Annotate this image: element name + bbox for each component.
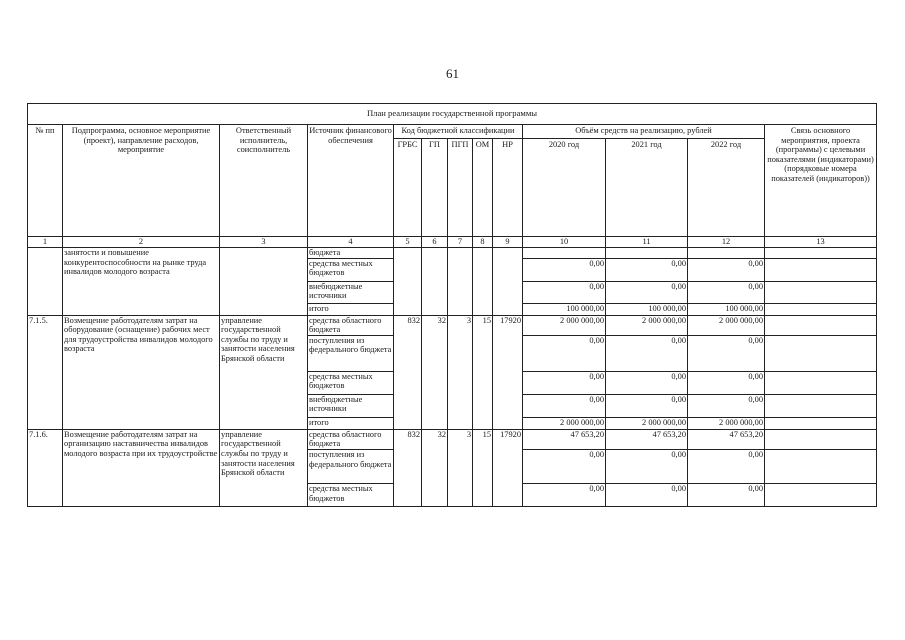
code-np: 17920 xyxy=(493,429,523,506)
table-title-row xyxy=(28,104,877,125)
header-grbs: ГРБС xyxy=(394,139,422,237)
amount-2022: 47 653,20 xyxy=(688,429,765,449)
amount-2020: 0,00 xyxy=(523,483,606,506)
amount-2022: 0,00 xyxy=(688,258,765,281)
code-grbs: 832 xyxy=(394,429,422,506)
funding-source: внебюджетные источники xyxy=(308,281,394,303)
col-number: 8 xyxy=(473,237,493,248)
col-number: 11 xyxy=(606,237,688,248)
amount-2021: 0,00 xyxy=(606,281,688,303)
col-number: 9 xyxy=(493,237,523,248)
header-np: НР xyxy=(493,139,523,237)
col-number: 1 xyxy=(28,237,63,248)
indicator-link-cell xyxy=(765,335,877,371)
indicator-link-cell xyxy=(765,315,877,335)
column-numbers-row xyxy=(28,237,877,248)
amount-2021 xyxy=(606,248,688,259)
amount-2021: 0,00 xyxy=(606,394,688,417)
code-pgp: 3 xyxy=(448,315,473,429)
code-grbs xyxy=(394,248,422,316)
indicator-link-cell xyxy=(765,258,877,281)
funding-source: поступления из федерального бюджета xyxy=(308,449,394,483)
col-number: 12 xyxy=(688,237,765,248)
header-subprogram: Подпрограмма, основное мероприятие (проект), направление расходов, мероприятие xyxy=(63,125,220,237)
code-pgp: 3 xyxy=(448,429,473,506)
amount-2020: 0,00 xyxy=(523,449,606,483)
row-number: 7.1.6. xyxy=(28,429,63,506)
amount-2020: 0,00 xyxy=(523,258,606,281)
amount-2022: 2 000 000,00 xyxy=(688,315,765,335)
indicator-link-cell xyxy=(765,281,877,303)
funding-source: средства местных бюджетов xyxy=(308,483,394,506)
code-om xyxy=(473,248,493,316)
measure-name: занятости и повышение конкурентоспособности на рынке труда инвалидов молодого возраста xyxy=(63,248,220,316)
amount-2021: 47 653,20 xyxy=(606,429,688,449)
funding-source: средства областного бюджета xyxy=(308,315,394,335)
indicator-link-cell xyxy=(765,417,877,429)
funding-source: внебюджетные источники xyxy=(308,394,394,417)
page-number: 61 xyxy=(446,66,459,81)
code-pgp xyxy=(448,248,473,316)
amount-2020: 0,00 xyxy=(523,335,606,371)
amount-2020: 100 000,00 xyxy=(523,303,606,315)
indicator-link-cell xyxy=(765,394,877,417)
amount-2022: 0,00 xyxy=(688,371,765,394)
indicator-link-cell xyxy=(765,429,877,449)
amount-2022 xyxy=(688,248,765,259)
col-number: 3 xyxy=(220,237,308,248)
executor: управление государственной службы по труду и занятости населения Брянской области xyxy=(220,315,308,429)
col-number: 6 xyxy=(422,237,448,248)
funding-source: итого xyxy=(308,303,394,315)
amount-2022: 100 000,00 xyxy=(688,303,765,315)
indicator-link-cell xyxy=(765,371,877,394)
header-gp: ГП xyxy=(422,139,448,237)
header-pgp: ПГП xyxy=(448,139,473,237)
indicator-link-cell xyxy=(765,303,877,315)
table-title: План реализации государственной программы xyxy=(28,104,877,125)
amount-2022: 0,00 xyxy=(688,281,765,303)
amount-2022: 2 000 000,00 xyxy=(688,417,765,429)
executor: управление государственной службы по труду и занятости населения Брянской области xyxy=(220,429,308,506)
col-number: 7 xyxy=(448,237,473,248)
amount-2022: 0,00 xyxy=(688,394,765,417)
header-funds: Объём средств на реализацию, рублей xyxy=(523,125,765,139)
measure-name: Возмещение работодателям затрат на организацию наставничества инвалидов молодого возраста при их трудоустройстве xyxy=(63,429,220,506)
amount-2021: 0,00 xyxy=(606,335,688,371)
table-row xyxy=(28,248,877,259)
amount-2020: 0,00 xyxy=(523,394,606,417)
header-executor: Ответственный исполнитель, соисполнитель xyxy=(220,125,308,237)
row-number: 7.1.5. xyxy=(28,315,63,429)
amount-2022: 0,00 xyxy=(688,483,765,506)
amount-2020 xyxy=(523,248,606,259)
table-row xyxy=(28,429,877,449)
header-2020: 2020 год xyxy=(523,139,606,237)
indicator-link-cell xyxy=(765,449,877,483)
header-om: ОМ xyxy=(473,139,493,237)
funding-source: итого xyxy=(308,417,394,429)
code-np xyxy=(493,248,523,316)
amount-2020: 0,00 xyxy=(523,281,606,303)
amount-2021: 0,00 xyxy=(606,371,688,394)
funding-source: поступления из федерального бюджета xyxy=(308,335,394,371)
row-number xyxy=(28,248,63,316)
header-link: Связь основного мероприятия, проекта (программы) с целевыми показателями (индикаторами) (порядковые номера показателей (индикаторов)) xyxy=(765,125,877,237)
amount-2021: 0,00 xyxy=(606,483,688,506)
program-plan-table xyxy=(27,103,877,507)
funding-source: средства местных бюджетов xyxy=(308,258,394,281)
measure-name: Возмещение работодателям затрат на оборудование (оснащение) рабочих мест для трудоустройства инвалидов молодого возраста xyxy=(63,315,220,429)
indicator-link-cell xyxy=(765,483,877,506)
amount-2020: 0,00 xyxy=(523,371,606,394)
code-grbs: 832 xyxy=(394,315,422,429)
amount-2020: 2 000 000,00 xyxy=(523,315,606,335)
col-number: 10 xyxy=(523,237,606,248)
table-row xyxy=(28,315,877,335)
amount-2022: 0,00 xyxy=(688,449,765,483)
header-2021: 2021 год xyxy=(606,139,688,237)
executor xyxy=(220,248,308,316)
amount-2021: 0,00 xyxy=(606,449,688,483)
funding-source: средства областного бюджета xyxy=(308,429,394,449)
header-row xyxy=(28,125,877,139)
col-number: 13 xyxy=(765,237,877,248)
header-source: Источник финансового обеспечения xyxy=(308,125,394,237)
code-om: 15 xyxy=(473,429,493,506)
col-number: 4 xyxy=(308,237,394,248)
col-number: 2 xyxy=(63,237,220,248)
amount-2020: 47 653,20 xyxy=(523,429,606,449)
amount-2020: 2 000 000,00 xyxy=(523,417,606,429)
code-om: 15 xyxy=(473,315,493,429)
header-budget-code: Код бюджетной классификации xyxy=(394,125,523,139)
amount-2021: 0,00 xyxy=(606,258,688,281)
header-num: № пп xyxy=(28,125,63,237)
code-gp: 32 xyxy=(422,429,448,506)
col-number: 5 xyxy=(394,237,422,248)
amount-2021: 100 000,00 xyxy=(606,303,688,315)
amount-2021: 2 000 000,00 xyxy=(606,315,688,335)
indicator-link-cell xyxy=(765,248,877,259)
code-gp xyxy=(422,248,448,316)
funding-source: бюджета xyxy=(308,248,394,259)
amount-2021: 2 000 000,00 xyxy=(606,417,688,429)
funding-source: средства местных бюджетов xyxy=(308,371,394,394)
amount-2022: 0,00 xyxy=(688,335,765,371)
code-gp: 32 xyxy=(422,315,448,429)
code-np: 17920 xyxy=(493,315,523,429)
header-2022: 2022 год xyxy=(688,139,765,237)
